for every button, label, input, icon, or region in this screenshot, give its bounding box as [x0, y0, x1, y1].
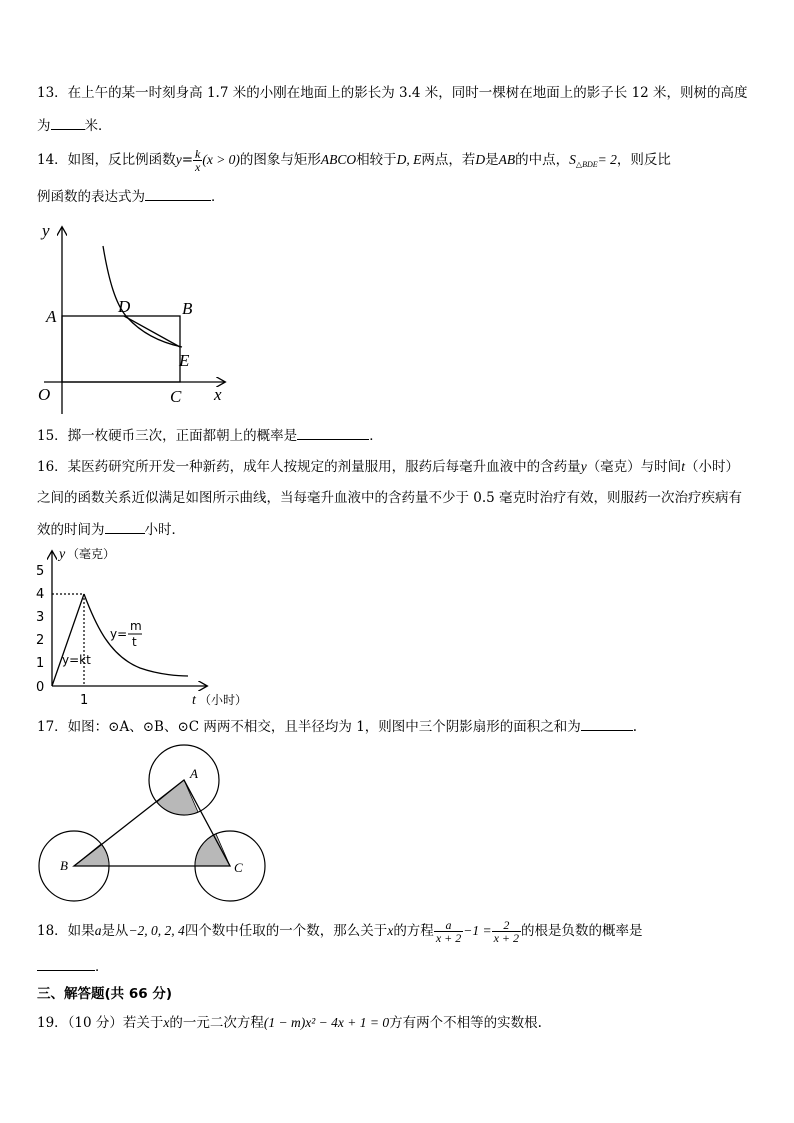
q16-var-y: y: [580, 459, 587, 474]
q14-label-e: E: [179, 351, 190, 370]
q16-xtick-1: 1: [80, 693, 89, 708]
q16-line2-text: 之间的函数关系近似满足如图所示曲线，当每毫升血液中的含药量不少于 0.5 毫克时治疗有效，则服药一次治疗疾病有: [37, 490, 743, 506]
q14-pre: 14．如图，反比例函数: [37, 152, 176, 168]
q16-ytick-2: 2: [36, 633, 45, 648]
q18-mid1: 是从: [101, 923, 129, 939]
q14-rect-name: ABCO: [320, 152, 357, 167]
q17-label-b: B: [60, 858, 68, 873]
q14-func-fraction: [193, 148, 202, 173]
q17-end: .: [632, 719, 638, 735]
q16-label-mt-num: m: [130, 619, 142, 633]
q18-answer-blank: [37, 956, 95, 971]
q19-mid: 的一元二次方程: [169, 1015, 264, 1031]
q14-func-num: k: [195, 147, 201, 161]
q14-area-s: S: [569, 152, 576, 167]
q14-label-c: C: [170, 387, 182, 406]
q14-area-sub: △BDE: [575, 160, 598, 169]
q14-area-val: = 2: [597, 152, 617, 167]
q19-pre: 19．（10 分）若关于: [37, 1015, 164, 1031]
q13-line2: [37, 115, 112, 136]
q16-graph-ylabel-var: y: [59, 547, 66, 562]
q13-line1: [37, 83, 748, 103]
q17-line: [37, 716, 637, 737]
q14-points: D, E: [396, 152, 422, 167]
q14-mid3: 两点，若: [421, 152, 476, 168]
q16-line3: [37, 519, 185, 540]
q14-figure: [36, 222, 236, 418]
q14-label-b: B: [182, 299, 193, 318]
sector-c: [195, 834, 230, 866]
q16-var-t: t: [681, 459, 685, 474]
q18-numbers: −2, 0, 2, 4: [128, 923, 185, 938]
q16-unit-t: （小时）: [684, 459, 739, 475]
q16-graph-ylabel-unit: （毫克）: [67, 547, 116, 561]
q14-label-o: O: [38, 385, 51, 404]
q18-pre: 18．如果: [37, 923, 95, 939]
q15-end: ．: [369, 428, 383, 444]
q14-label-x: x: [214, 385, 222, 404]
q14-segment-de: [124, 316, 180, 347]
q15-line: [37, 425, 383, 446]
section3-title: 三、解答题(共 66 分): [37, 986, 173, 1002]
q17-label-c: C: [234, 860, 243, 875]
q15-text: 15．掷一枚硬币三次，正面都朝上的概率是: [37, 428, 298, 444]
q14-post: ，则反比: [616, 152, 671, 168]
q14-func-y: y: [175, 152, 182, 167]
q19-line: [37, 1013, 542, 1033]
q13-answer-blank: [51, 115, 85, 130]
q16-ytick-0: 0: [36, 680, 45, 695]
q16-graph-xlabel-unit: （小时）: [199, 693, 248, 707]
q14-rectangle: [62, 316, 180, 382]
q18-left-num: a: [434, 919, 463, 932]
q17-figure: [36, 742, 270, 906]
q16-label-kt: y=kt: [62, 653, 91, 667]
q18-mid2: 四个数中任取的一个数，那么关于: [184, 923, 388, 939]
q18-left-fraction: [434, 919, 463, 944]
q16-answer-blank: [105, 519, 145, 534]
q14-seg-ab: AB: [498, 152, 516, 167]
q16-label-mt-pre: y=: [110, 627, 128, 641]
q18-right-den: x + 2: [493, 931, 520, 945]
q16-line-kt: [52, 594, 84, 686]
q14-mid5: 的中点，: [515, 152, 570, 168]
q16-ytick-5: 5: [36, 564, 45, 579]
q13-line2-pre: 为: [37, 118, 51, 134]
q16-line1-pre: 16．某医药研究所开发一种新药，成年人按规定的剂量服用，服药后每毫升血液中的含药量: [37, 459, 581, 475]
q16-line2: [37, 488, 742, 508]
q14-mid2: 相较于: [356, 152, 397, 168]
q16-graph: [30, 546, 270, 710]
q14-mid1: 的图象与矩形: [239, 152, 321, 168]
q14-mid4: 是: [485, 152, 499, 168]
q15-answer-blank: [297, 425, 369, 440]
q19-post: 方有两个不相等的实数根.: [389, 1015, 542, 1031]
q16-line3-post: 小时．: [144, 522, 185, 538]
q14-func-cond: (x > 0): [202, 152, 240, 167]
q14-line1: [37, 148, 671, 175]
q14-func-eq: =: [181, 152, 193, 168]
q16-ytick-4: 4: [36, 587, 45, 602]
q14-pt-d: D: [475, 152, 486, 167]
q19-equation: (1 − m)x² − 4x + 1 = 0: [263, 1015, 390, 1030]
q14-line2-text: 例函数的表达式为: [37, 189, 145, 205]
q14-line2: [37, 186, 225, 207]
q18-right-num: 2: [492, 919, 521, 932]
q18-var-x: x: [387, 923, 394, 938]
q14-answer-blank: [145, 186, 211, 201]
q13-line2-post: 米．: [84, 118, 112, 134]
q18-line2: [37, 956, 109, 977]
q14-hyperbola: [103, 246, 182, 347]
q18-var-a: a: [94, 923, 102, 938]
q14-label-d: D: [118, 297, 131, 316]
q14-label-y: y: [42, 221, 50, 240]
q16-ytick-1: 1: [36, 656, 45, 671]
q14-line2-end: ．: [211, 189, 225, 205]
q18-left-den: x + 2: [435, 931, 462, 945]
q18-post: 的根是负数的概率是: [521, 923, 643, 939]
q18-right-fraction: [492, 919, 521, 944]
q17-label-a: A: [190, 766, 198, 781]
q14-func-den: x: [195, 160, 201, 174]
q16-graph-xlabel-var: t: [192, 693, 196, 708]
q13-text: 13．在上午的某一时刻身高 1.7 米的小刚在地面上的影长为 3.4 米，同时一棵树在地面上的影子长 12 米，则树的高度: [37, 85, 748, 101]
q16-label-mt-den: t: [132, 635, 137, 649]
q18-mid3: 的方程: [393, 923, 434, 939]
q18-line1: [37, 919, 643, 944]
q16-ytick-3: 3: [36, 610, 45, 625]
q19-var-x: x: [163, 1015, 170, 1030]
q17-text: 17．如图：⊙A、⊙B、⊙C 两两不相交，且半径均为 1，则图中三个阴影扇形的面积之和为: [37, 719, 581, 735]
q18-line2-end: ．: [95, 959, 109, 975]
q18-eq-mid: −1 =: [463, 923, 492, 938]
q16-line1: [37, 457, 739, 477]
q16-unit-y: （毫克）与时间: [586, 459, 682, 475]
q16-line3-pre: 效的时间为: [37, 522, 105, 538]
q14-label-a: A: [46, 307, 57, 326]
q17-answer-blank: [581, 716, 633, 731]
